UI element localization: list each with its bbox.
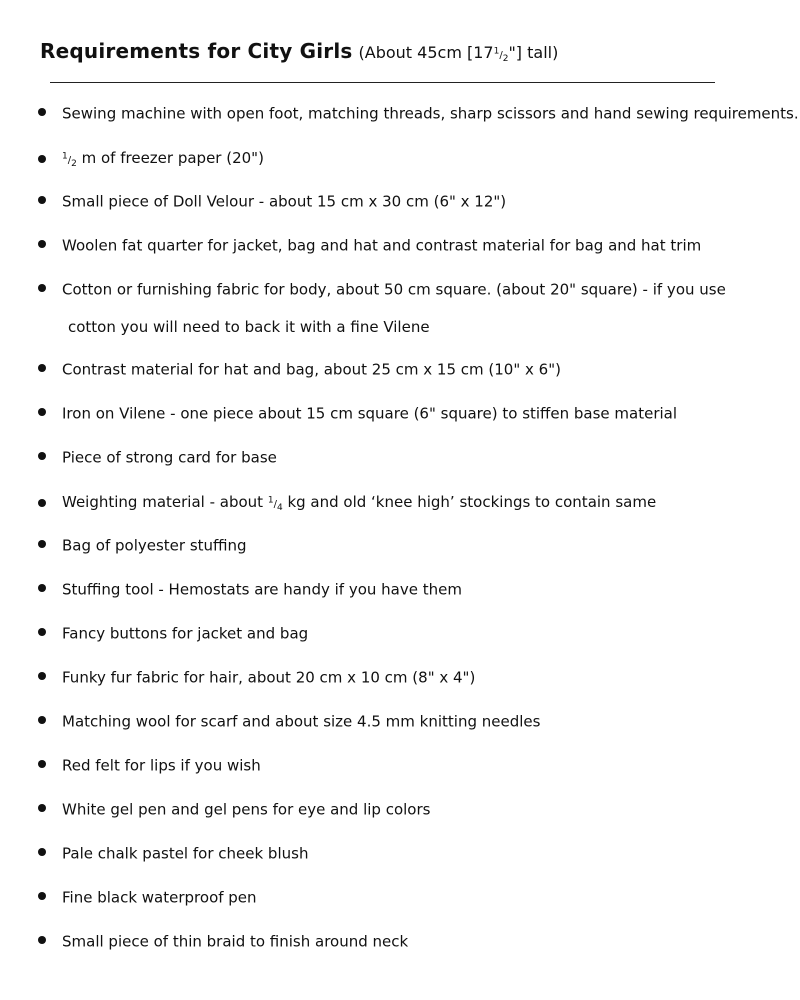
frac-den: 2	[71, 159, 77, 170]
bullet-icon	[38, 499, 46, 507]
list-item	[38, 482, 778, 527]
item-fraction: $^1/_2$	[62, 152, 77, 170]
subtitle-frac-num: 1	[493, 46, 500, 57]
bullet-icon	[38, 196, 46, 204]
item-text: m of freezer paper (20")	[76, 149, 264, 168]
bullet-icon	[38, 155, 46, 163]
item-text: Sewing machine with open foot, matching threads, sharp scissors and hand sewing requirements.	[62, 104, 799, 123]
bullet-icon	[38, 240, 46, 248]
title-main: Requirements for City Girls	[40, 39, 353, 63]
bullet-icon	[38, 848, 46, 856]
item-text: Fancy buttons for jacket and bag	[62, 624, 309, 643]
item-text: Woolen fat quarter for jacket, bag and hat and contrast material for bag and hat trim	[62, 236, 702, 255]
list-item	[38, 658, 778, 697]
item-text-wrap	[62, 493, 657, 514]
list-item	[38, 790, 778, 829]
list-item	[38, 570, 778, 609]
list-item	[38, 270, 778, 309]
frac-num: 1	[62, 152, 68, 162]
item-text: Funky fur fabric for hair, about 20 cm x 10 cm (8" x 4")	[62, 668, 476, 687]
item-text: Iron on Vilene - one piece about 15 cm square (6" square) to stiffen base material	[62, 404, 678, 423]
item-text: Small piece of Doll Velour - about 15 cm x 30 cm (6" x 12")	[62, 192, 507, 211]
item-text: Red felt for lips if you wish	[62, 756, 261, 775]
list-item	[38, 94, 799, 133]
bullet-icon	[38, 540, 46, 548]
item-text: Small piece of thin braid to finish around neck	[62, 932, 409, 951]
item-text-before: Weighting material - about	[62, 493, 268, 512]
list-item	[38, 226, 778, 265]
item-text: Cotton or furnishing fabric for body, about 50 cm square. (about 20" square) - if you use	[62, 280, 726, 299]
item-text: Piece of strong card for base	[62, 448, 277, 467]
list-item	[38, 746, 778, 785]
item-continuation: cotton you will need to back it with a fine Vilene	[68, 318, 430, 336]
item-text: White gel pen and gel pens for eye and lip colors	[62, 800, 431, 819]
subtitle-frac-den: 2	[502, 54, 509, 64]
bullet-icon	[38, 804, 46, 812]
bullet-icon	[38, 936, 46, 944]
subtitle-suffix: "] tall)	[508, 43, 559, 62]
bullet-icon	[38, 716, 46, 724]
list-item	[38, 834, 778, 873]
item-text: Fine black waterproof pen	[62, 888, 257, 907]
item-text: kg and old ‘knee high’ stockings to contain same	[282, 493, 657, 512]
item-text: Bag of polyester stuffing	[62, 536, 247, 555]
bullet-icon	[38, 452, 46, 460]
bullet-icon	[38, 628, 46, 636]
list-item	[38, 394, 778, 433]
bullet-icon	[38, 284, 46, 292]
bullet-icon	[38, 760, 46, 768]
item-text-wrap	[62, 149, 264, 170]
bullet-icon	[38, 672, 46, 680]
item-fraction: $^1/_4$	[267, 496, 283, 514]
list-item	[38, 922, 778, 961]
subtitle-prefix: (About 45cm [17	[358, 43, 494, 62]
list-item	[38, 438, 778, 477]
list-item	[38, 878, 778, 917]
bullet-icon	[38, 892, 46, 900]
list-item	[38, 138, 778, 183]
item-text: Contrast material for hat and bag, about 25 cm x 15 cm (10" x 6")	[62, 360, 561, 379]
subtitle-fraction: $^1/_2$	[493, 46, 509, 64]
item-text: Pale chalk pastel for cheek blush	[62, 844, 309, 863]
bullet-icon	[38, 408, 46, 416]
list-item	[38, 702, 778, 741]
list-item	[38, 526, 778, 565]
frac-den: 4	[276, 503, 283, 514]
item-text: Stuffing tool - Hemostats are handy if you have them	[62, 580, 462, 599]
list-item	[38, 350, 778, 389]
bullet-icon	[38, 584, 46, 592]
list-item	[38, 614, 778, 653]
bullet-icon	[38, 364, 46, 372]
item-text: Matching wool for scarf and about size 4.5 mm knitting needles	[62, 712, 541, 731]
list-item	[38, 182, 778, 221]
bullet-icon	[38, 108, 46, 116]
frac-num: 1	[267, 496, 274, 506]
